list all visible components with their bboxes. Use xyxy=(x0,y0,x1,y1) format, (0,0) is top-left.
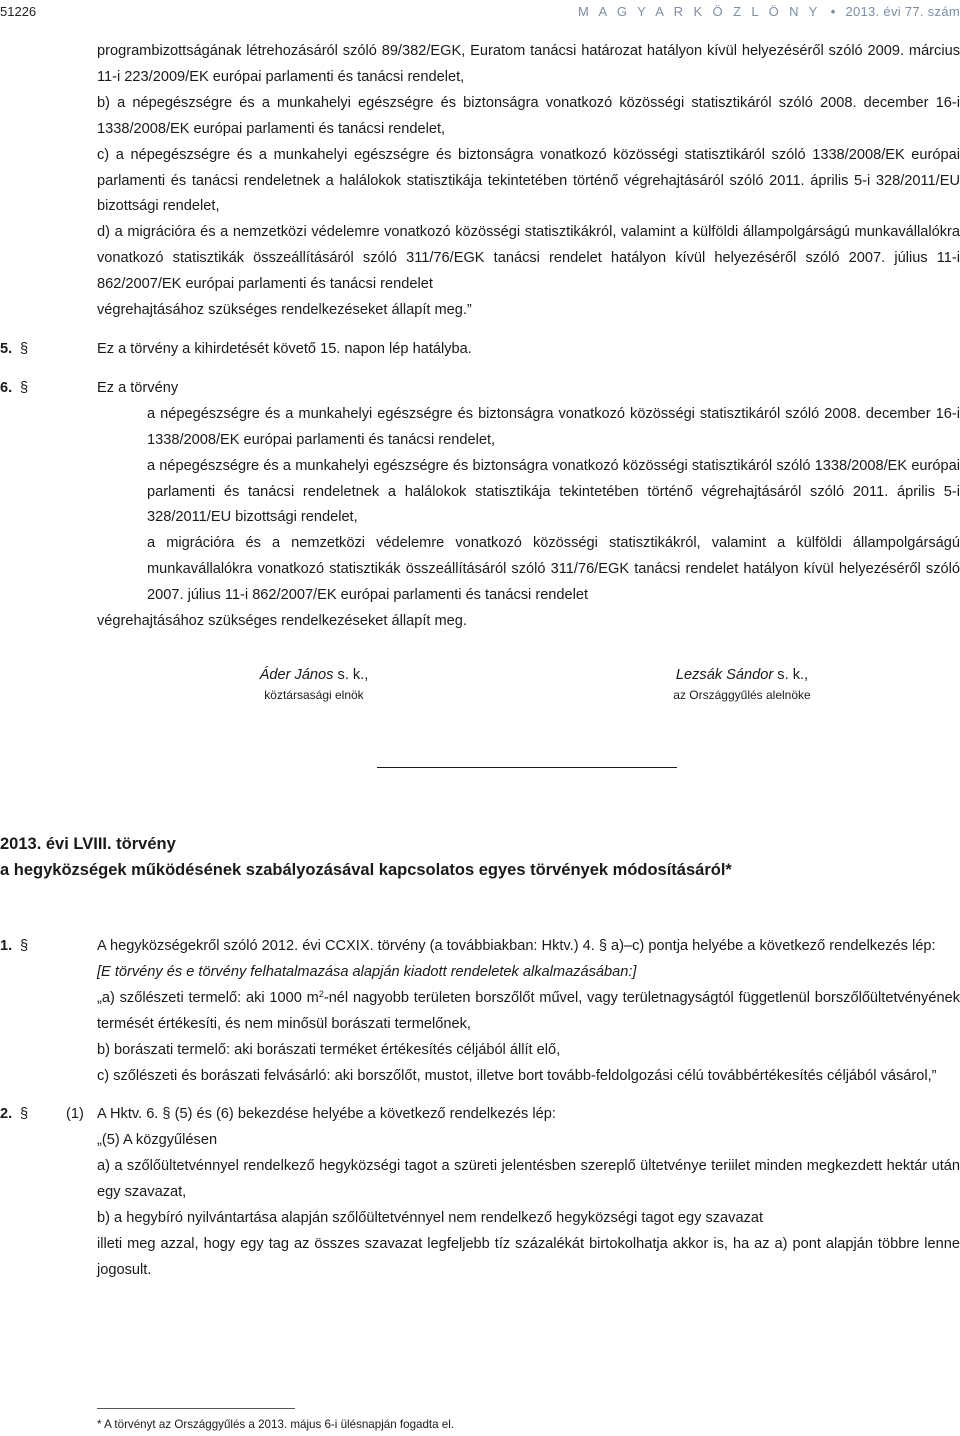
law-section-2-item-a: a) a szőlőültetvénnyel rendelkező hegyközségi tagot a szüreti jelentésben szereplő ültetvénye teriilet minden megkezdett hektár után egy szavazat, xyxy=(97,1158,960,1201)
continuation-closing: végrehajtásához szükséges rendelkezéseket állapít meg.” xyxy=(97,302,472,319)
section-number: 2. xyxy=(0,1106,13,1123)
footnote: * A törvényt az Országgyűlés a 2013. május 6-i ülésnapján fogadta el. xyxy=(97,1418,455,1431)
section-number: 5. xyxy=(0,340,13,357)
section-6-closing: végrehajtásához szükséges rendelkezéseket állapít meg. xyxy=(97,613,467,630)
signatures xyxy=(0,664,960,714)
continuation-item-c: c) a népegészségre és a munkahelyi egészségre és biztonságra vonatkozó közösségi statisztikáról szóló 1338/2008/EK európai parlamenti és tanácsi rendeletnek a halálokok statisztikája tekintetében történő végrehajtásáról szóló 2011. április 5-i 328/2011/EU bizottsági rendelet, xyxy=(97,146,960,215)
item-a-text: „a) szőlészeti termelő: aki 1000 m xyxy=(97,989,319,1006)
item-text: a népegészségre és a munkahelyi egészségre és biztonságra vonatkozó közösségi statisztikáról szóló 2008. december 16-i 1338/2008/EK európai parlamenti és tanácsi rendelet, xyxy=(147,405,960,448)
law-section-2-item-b: b) a hegybíró nyilvántartása alapján szőlőültetvénnyel nem rendelkező hegyközségi tagot egy szavazat xyxy=(97,1210,764,1227)
footnote-rule xyxy=(97,1408,295,1409)
signature-left xyxy=(184,664,444,704)
section-sign: § xyxy=(20,340,29,357)
signatory-name: Lezsák Sándor xyxy=(675,666,774,683)
signatory-title: köztársasági elnök xyxy=(264,687,364,702)
continuation-item-d: d) a migrációra és a nemzetközi védelemre vonatkozó közösségi statisztikákról, valamint a külföldi állampolgárságú munkavállalókra vonatkozó statisztikák összeállításáról szóló 311/76/EGK tanácsi rendelet hatályon kívül helyezéséről szóló 2007. július 11-i 862/2007/EK európai parlamenti és tanácsi rendelet xyxy=(97,224,960,293)
quote-start: „(5) A közgyűlésen xyxy=(97,1132,218,1149)
continuation-item-b: b) a népegészségre és a munkahelyi egészségre és biztonságra vonatkozó közösségi statisztikáról szóló 2008. december 16-i 1338/2008/EK európai parlamenti és tanácsi rendelet, xyxy=(97,94,960,137)
law-section-2-closing: illeti meg azzal, hogy egy tag az összes szavazat legfeljebb tíz százalékát birtokolhatja akkor is, ha az a) pont alapján többre lenne jogosult. xyxy=(97,1235,960,1278)
signatory-suffix: s. k., xyxy=(773,666,809,683)
law-section-2 xyxy=(0,1102,960,1128)
section-number: 6. xyxy=(0,379,13,396)
italic-context: [E törvény és e törvény felhatalmazása alapján kiadott rendeletek alkalmazásában:] xyxy=(97,963,637,980)
section-6-item-a xyxy=(0,402,960,454)
law-section-1-item-b: b) borászati termelő: aki borászati terméket értékesítés céljából állít elő, xyxy=(97,1041,561,1058)
signatory-title: az Országgyűlés alelnöke xyxy=(673,687,811,702)
signature-right xyxy=(612,664,872,704)
publication-name: M A G Y A R K Ö Z L Ö N Y xyxy=(578,4,821,19)
publication-info xyxy=(578,2,960,22)
section-divider xyxy=(377,767,677,768)
law-subtitle: a hegyközségek működésének szabályozásával kapcsolatos egyes törvények módosításáról* xyxy=(0,861,732,879)
page-header xyxy=(0,2,960,22)
section-sign: § xyxy=(20,379,29,396)
section-number: 1. xyxy=(0,938,13,954)
law-section-1-item-c: c) szőlészeti és borászati felvásárló: aki borszőlőt, mustot, illetve bort tovább-feldolgozási célú továbbértékesítés céljából vásárol,” xyxy=(97,1067,937,1084)
signatory-suffix: s. k., xyxy=(333,666,369,683)
page-number: 51226 xyxy=(0,4,37,19)
continuation-paragraph: programbizottságának létrehozásáról szóló 89/382/EGK, Euratom tanácsi határozat hatályon kívül helyezéséről szóló 2009. március 11-i 223/2009/EK európai parlamenti és tanácsi rendelet, xyxy=(97,43,960,85)
law-section-1 xyxy=(0,934,960,960)
superscript: 2 xyxy=(318,988,324,999)
law-section-1-item-a xyxy=(0,986,960,1038)
law-heading xyxy=(0,831,960,883)
section-intro: Ez a törvény xyxy=(97,379,179,396)
section-sign: § xyxy=(20,1106,29,1123)
section-text: A hegyközségekről szóló 2012. évi CCXIX. törvény (a továbbiakban: Hktv.) 4. § a)–c) pontja helyébe a következő rendelkezés lép: xyxy=(97,938,936,954)
section-sign: § xyxy=(20,938,29,954)
section-text: Ez a törvény a kihirdetését követő 15. napon lép hatályba. xyxy=(97,340,472,357)
subsection-number: (1) xyxy=(66,1106,84,1123)
law-title: 2013. évi LVIII. törvény xyxy=(0,835,176,853)
section-text: A Hktv. 6. § (5) és (6) bekezdése helyébe a következő rendelkezés lép: xyxy=(97,1106,556,1123)
item-a-text-cont: -nél nagyobb területen borszőlőt művel, vagy területnagyságtól függetlenül borszőlőültetvényének termését értékesíti, és nem minősül borászati termelőnek, xyxy=(97,989,960,1032)
document-body-bottom xyxy=(0,934,960,1284)
section-6 xyxy=(0,376,960,402)
item-text: a migrációra és a nemzetközi védelemre vonatkozó közösségi statisztikákról, valamint a külföldi állampolgárságú munkavállalókra vonatkozó statisztikák összeállításáról szóló 311/76/EGK tanácsi rendelet hatályon kívül helyezéséről szóló 2007. július 11-i 862/2007/EK európai parlamenti és tanácsi rendelet xyxy=(147,535,960,604)
item-text: a népegészségre és a munkahelyi egészségre és biztonságra vonatkozó közösségi statisztikáról szóló 1338/2008/EK európai parlamenti és tanácsi rendeletnek a halálokok statisztikája tekintetében történő végrehajtásáról szóló 2011. április 5-i 328/2011/EU bizottsági rendelet, xyxy=(147,457,960,526)
section-6-item-c xyxy=(0,531,960,609)
issue-number: 2013. évi 77. szám xyxy=(845,4,960,19)
document-body-top xyxy=(0,39,960,714)
section-6-item-b xyxy=(0,454,960,532)
signatory-name: Áder János xyxy=(259,666,334,683)
section-5 xyxy=(0,337,960,363)
header-separator: • xyxy=(830,4,836,19)
